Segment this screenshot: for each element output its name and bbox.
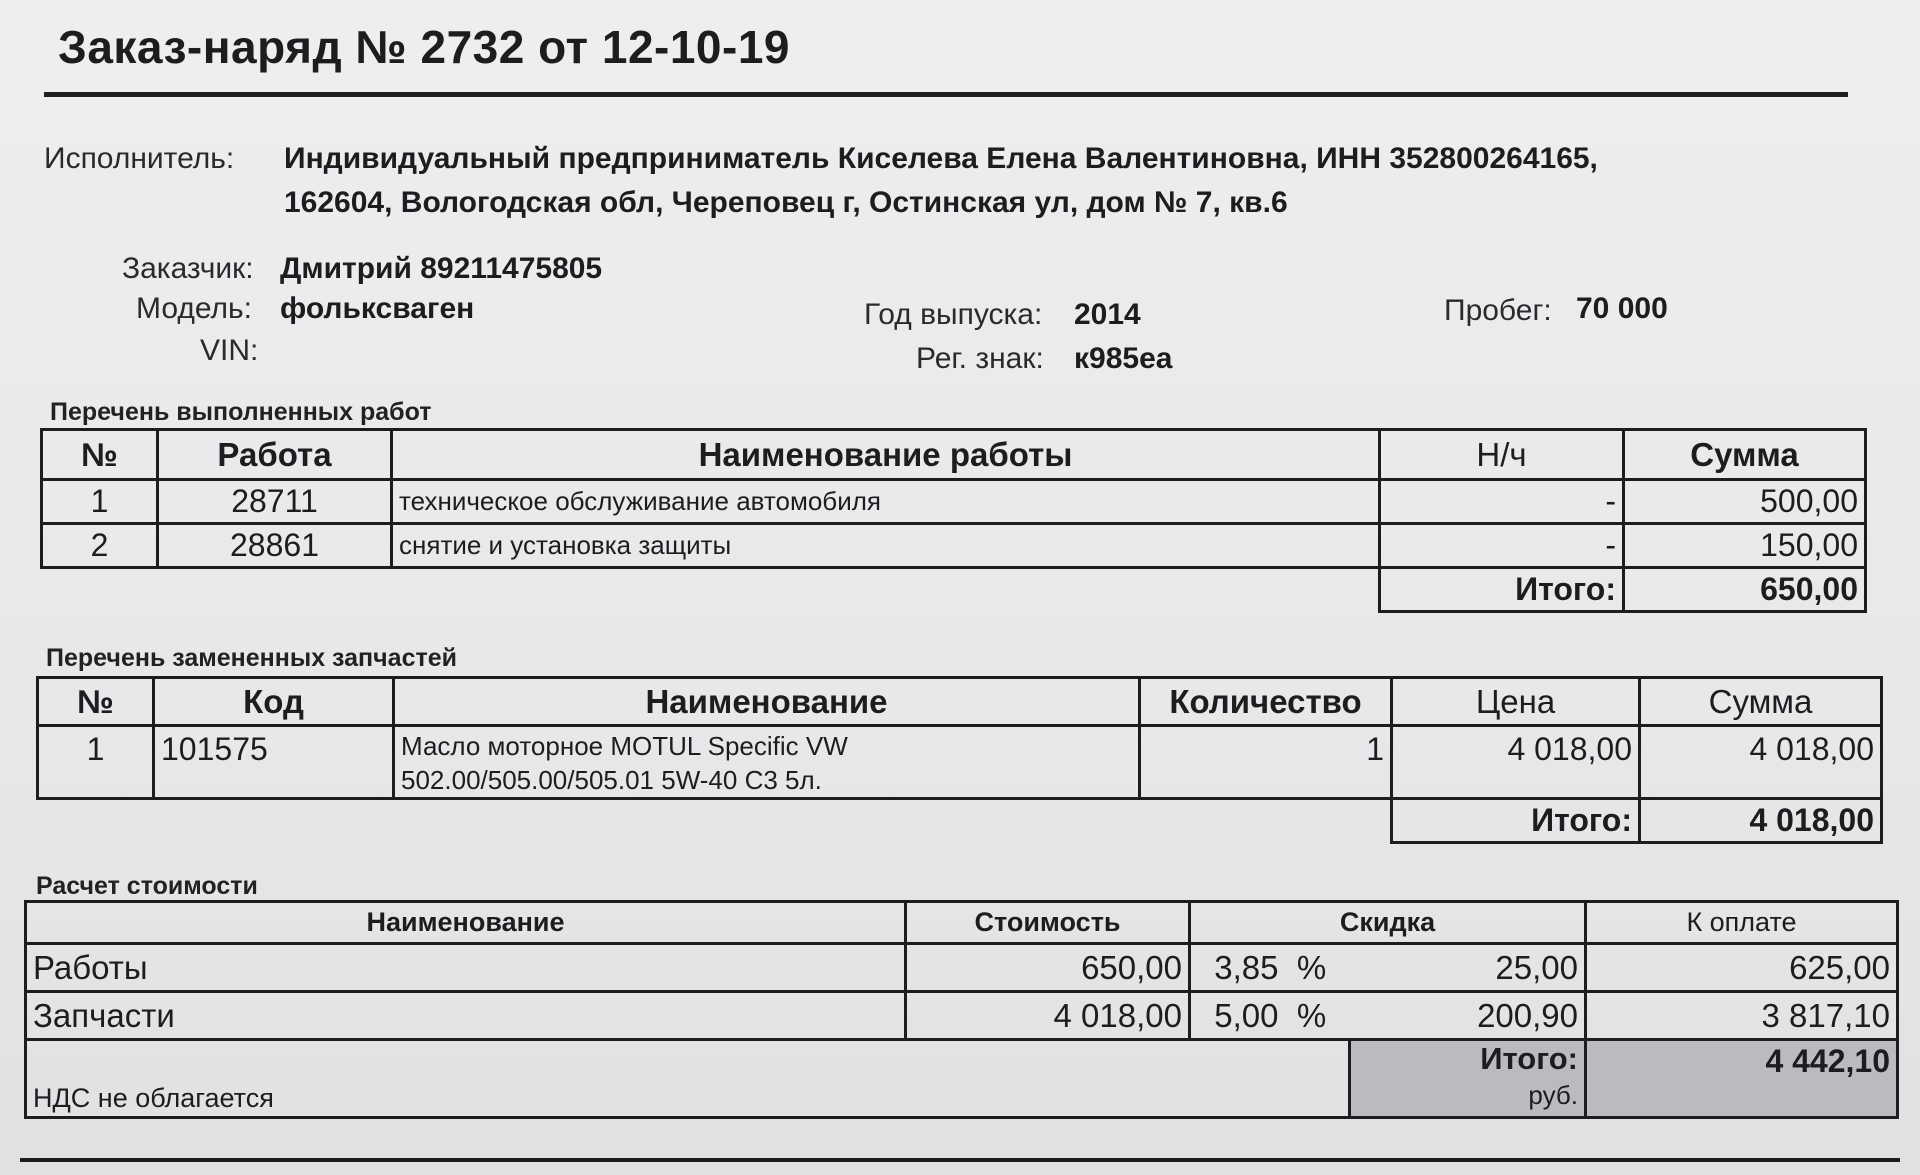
parts-row-1-price: 4 018,00 [1392,726,1640,799]
plate-value: к985еа [1074,342,1173,375]
works-total-value: 650,00 [1624,568,1866,612]
year-value: 2014 [1074,298,1141,331]
works-row-2-name: снятие и установка защиты [392,524,1380,568]
works-header-num: № [42,430,158,480]
bottom-rule [20,1158,1900,1162]
executor-label: Исполнитель: [44,142,235,175]
table-row [42,480,1866,524]
parts-row-1-name [394,726,1140,799]
parts-row-1-sum: 4 018,00 [1640,726,1882,799]
parts-row-1-code: 101575 [154,726,394,799]
customer-value: Дмитрий 89211475805 [280,252,603,285]
works-header-name: Наименование работы [392,430,1380,480]
calc-row-parts-cost: 4 018,00 [906,992,1190,1040]
works-row-1-sum: 500,00 [1624,480,1866,524]
model-value: фольксваген [280,292,475,325]
works-row-2-hours: - [1380,524,1624,568]
parts-header-code: Код [154,678,394,726]
parts-header-num: № [38,678,154,726]
calc-section-title: Расчет стоимости [36,872,258,900]
works-header-sum: Сумма [1624,430,1866,480]
parts-header-name: Наименование [394,678,1140,726]
customer-label: Заказчик: [122,252,254,285]
parts-total-value: 4 018,00 [1640,799,1882,843]
works-header-code: Работа [158,430,392,480]
parts-row-1-num: 1 [38,726,154,799]
vat-note: НДС не облагается [26,1040,1350,1118]
calc-total-label-cell [1350,1040,1586,1118]
parts-header-price: Цена [1392,678,1640,726]
calc-row-works-pay: 625,00 [1586,944,1898,992]
calc-row-works-name: Работы [26,944,906,992]
works-row-1-name: техническое обслуживание автомобиля [392,480,1380,524]
calc-total-value: 4 442,10 [1586,1040,1898,1118]
works-table [40,428,1867,613]
calc-row-parts-pct: 5,00 % [1190,992,1350,1040]
works-row-2-code: 28861 [158,524,392,568]
parts-total-label: Итого: [1392,799,1640,843]
year-label: Год выпуска: [864,298,1043,331]
parts-row-1-name-line-2: 502.00/505.00/505.01 5W-40 C3 5л. [401,765,822,795]
table-row [42,524,1866,568]
calc-row-works-pct: 3,85 % [1190,944,1350,992]
works-header-hours: Н/ч [1380,430,1624,480]
document-title: Заказ-наряд № 2732 от 12-10-19 [58,21,790,73]
calc-total-currency: руб. [1528,1080,1578,1110]
parts-row-1-name-line-1: Масло моторное MOTUL Specific VW [401,731,848,761]
calc-header-pay: К оплате [1586,902,1898,944]
parts-header-sum: Сумма [1640,678,1882,726]
calc-header-discount: Скидка [1190,902,1586,944]
works-row-1-num: 1 [42,480,158,524]
calc-row-parts-name: Запчасти [26,992,906,1040]
table-row [26,992,1898,1040]
parts-row-1-qty: 1 [1140,726,1392,799]
parts-section-title: Перечень замененных запчастей [46,644,457,672]
calc-row-parts-discount: 200,90 [1350,992,1586,1040]
executor-line-1: Индивидуальный предприниматель Киселева Елена Валентиновна, ИНН 352800264165, [284,142,1598,175]
works-row-1-hours: - [1380,480,1624,524]
works-row-1-code: 28711 [158,480,392,524]
works-section-title: Перечень выполненных работ [50,398,432,426]
calc-table [24,900,1899,1119]
title-rule [44,92,1848,97]
plate-label: Рег. знак: [916,342,1044,375]
calc-header-cost: Стоимость [906,902,1190,944]
executor-line-2: 162604, Вологодская обл, Череповец г, Остинская ул, дом № 7, кв.6 [284,186,1288,219]
parts-table [36,676,1883,844]
mileage-value: 70 000 [1576,292,1668,325]
calc-row-works-cost: 650,00 [906,944,1190,992]
works-row-2-num: 2 [42,524,158,568]
mileage-label: Пробег: [1444,294,1552,327]
vin-label: VIN: [200,334,259,367]
model-label: Модель: [136,292,253,325]
table-row [38,726,1882,799]
calc-row-parts-pay: 3 817,10 [1586,992,1898,1040]
works-row-2-sum: 150,00 [1624,524,1866,568]
calc-row-works-discount: 25,00 [1350,944,1586,992]
parts-header-qty: Количество [1140,678,1392,726]
table-row [26,944,1898,992]
calc-header-name: Наименование [26,902,906,944]
calc-total-label: Итого: [1480,1041,1578,1076]
works-total-label: Итого: [1380,568,1624,612]
